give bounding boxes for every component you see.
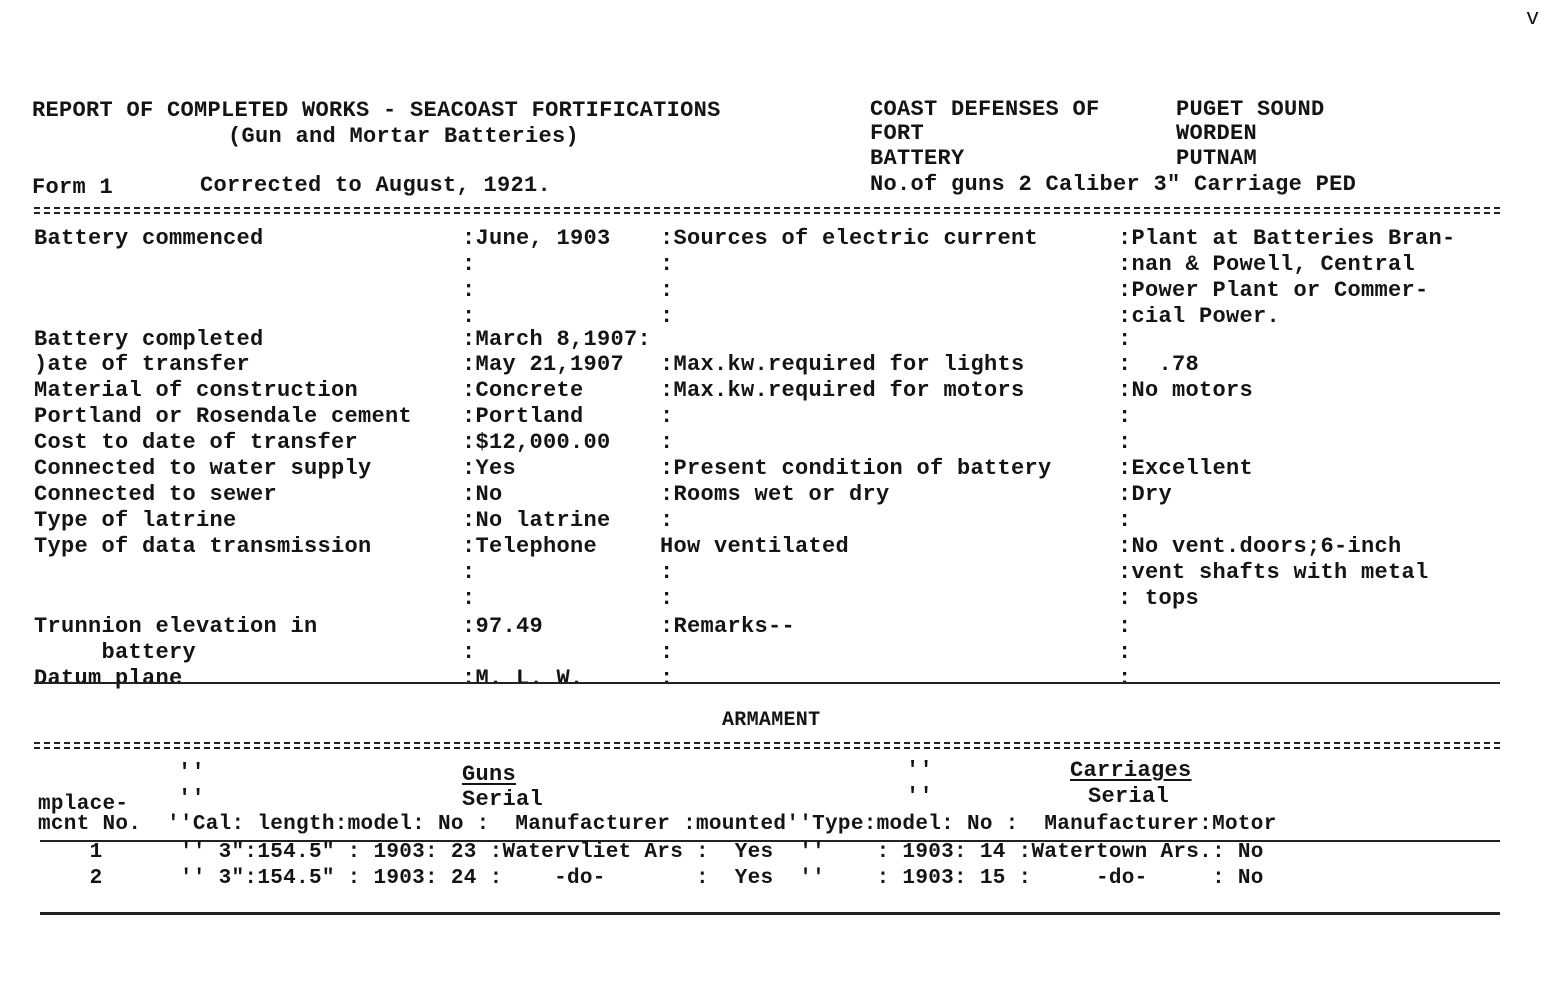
coast-defenses-value: PUGET SOUND — [1176, 97, 1325, 122]
fort-value: WORDEN — [1176, 121, 1258, 146]
tick-marks-4: '' — [906, 784, 934, 809]
detail-value: :M. L. W. — [462, 666, 584, 691]
carriages-heading: Carriages — [1070, 758, 1192, 783]
double-rule-armament — [34, 742, 1500, 749]
coast-defenses-label: COAST DEFENSES OF — [870, 97, 1100, 122]
fort-label: FORT — [870, 121, 925, 146]
detail-label: Portland or Rosendale cement — [34, 404, 413, 429]
armament-bottom-rule — [40, 912, 1500, 915]
detail-label: Battery completed — [34, 327, 264, 352]
detail-value: : — [462, 278, 476, 303]
detail-label: : — [660, 430, 674, 455]
tick-marks-3: '' — [906, 758, 934, 783]
detail-value: : — [462, 560, 476, 585]
detail-label: : — [660, 252, 674, 277]
detail-value: :cial Power. — [1118, 304, 1281, 329]
detail-label: How ventilated — [660, 534, 850, 559]
guns-serial-label: Serial — [462, 787, 544, 812]
detail-label: Type of data transmission — [34, 534, 372, 559]
detail-value: :No vent.doors;6-inch — [1118, 534, 1402, 559]
report-title: REPORT OF COMPLETED WORKS - SEACOAST FORTIFICATIONS — [32, 98, 721, 123]
detail-value: : — [462, 304, 476, 329]
detail-label: )ate of transfer — [34, 352, 251, 377]
detail-value: : — [462, 586, 476, 611]
detail-value: :Telephone — [462, 534, 598, 559]
detail-label: : — [660, 278, 674, 303]
detail-value: : tops — [1118, 586, 1200, 611]
detail-label: Cost to date of transfer — [34, 430, 359, 455]
detail-label: : — [660, 304, 674, 329]
armament-column-headers: mcnt No. ''Cal: length:model: No : Manufacturer :mounted''Type:model: No : Manufacturer:Motor — [38, 813, 1277, 836]
detail-value: :March 8,1907: — [462, 327, 652, 352]
detail-value: : — [1118, 640, 1132, 665]
detail-value: : — [1118, 508, 1132, 533]
detail-value: : .78 — [1118, 352, 1200, 377]
detail-value: :Portland — [462, 404, 584, 429]
tick-marks-1: '' — [178, 760, 206, 785]
detail-value: :97.49 — [462, 614, 544, 639]
detail-value: :$12,000.00 — [462, 430, 611, 455]
detail-label: Material of construction — [34, 378, 359, 403]
tick-marks-2: '' — [178, 786, 206, 811]
emplacement-label: mplace- — [38, 793, 129, 816]
detail-value: : — [462, 252, 476, 277]
detail-label: :Max.kw.required for lights — [660, 352, 1025, 377]
detail-value: :nan & Powell, Central — [1118, 252, 1416, 277]
detail-value: :May 21,1907 — [462, 352, 625, 377]
detail-label: : — [660, 404, 674, 429]
double-rule-top — [34, 207, 1500, 214]
detail-label: Battery commenced — [34, 226, 264, 251]
detail-value: :No — [462, 482, 503, 507]
report-subtitle: (Gun and Mortar Batteries) — [228, 124, 580, 149]
detail-value: : — [1118, 614, 1132, 639]
detail-value: : — [1118, 666, 1132, 691]
guns-heading: Guns — [462, 762, 517, 787]
form-number: Form 1 — [32, 175, 114, 200]
armament-title: ARMAMENT — [722, 709, 821, 732]
detail-value: :June, 1903 — [462, 226, 611, 251]
carriages-serial-label: Serial — [1088, 784, 1170, 809]
detail-value: :Plant at Batteries Bran- — [1118, 226, 1456, 251]
detail-label: :Present condition of battery — [660, 456, 1052, 481]
detail-value: : — [1118, 430, 1132, 455]
detail-value: :Excellent — [1118, 456, 1254, 481]
detail-label: : — [660, 560, 674, 585]
detail-label: battery — [34, 640, 197, 665]
detail-label: :Remarks-- — [660, 614, 796, 639]
detail-value: :No latrine — [462, 508, 611, 533]
detail-value: :Concrete — [462, 378, 584, 403]
armament-row: 1 '' 3":154.5" : 1903: 23 :Watervliet Ars : Yes '' : 1903: 14 :Watertown Ars.: No — [38, 841, 1264, 864]
detail-label: : — [660, 666, 674, 691]
detail-value: :No motors — [1118, 378, 1254, 403]
battery-value: PUTNAM — [1176, 146, 1258, 171]
detail-value: :Dry — [1118, 482, 1173, 507]
detail-label: Datum plane — [34, 666, 183, 691]
detail-label: :Sources of electric current — [660, 226, 1039, 251]
detail-label: :Rooms wet or dry — [660, 482, 890, 507]
detail-label: Trunnion elevation in — [34, 614, 318, 639]
corrected-date: Corrected to August, 1921. — [200, 173, 552, 198]
corner-mark: v — [1526, 6, 1540, 31]
armament-row: 2 '' 3":154.5" : 1903: 24 : -do- : Yes '' : 1903: 15 : -do- : No — [38, 867, 1264, 890]
detail-value: : — [462, 640, 476, 665]
detail-label: :Max.kw.required for motors — [660, 378, 1025, 403]
detail-value: : — [1118, 404, 1132, 429]
detail-value: :Power Plant or Commer- — [1118, 278, 1429, 303]
detail-value: :Yes — [462, 456, 517, 481]
detail-label: Connected to water supply — [34, 456, 372, 481]
guns-caliber-carriage: No.of guns 2 Caliber 3" Carriage PED — [870, 172, 1357, 197]
detail-label: : — [660, 508, 674, 533]
detail-label: : — [660, 640, 674, 665]
detail-value: : — [1118, 327, 1132, 352]
detail-label: Connected to sewer — [34, 482, 278, 507]
battery-label: BATTERY — [870, 146, 965, 171]
detail-label: Type of latrine — [34, 508, 237, 533]
details-bottom-rule — [34, 682, 1500, 684]
detail-label: : — [660, 586, 674, 611]
detail-value: :vent shafts with metal — [1118, 560, 1429, 585]
